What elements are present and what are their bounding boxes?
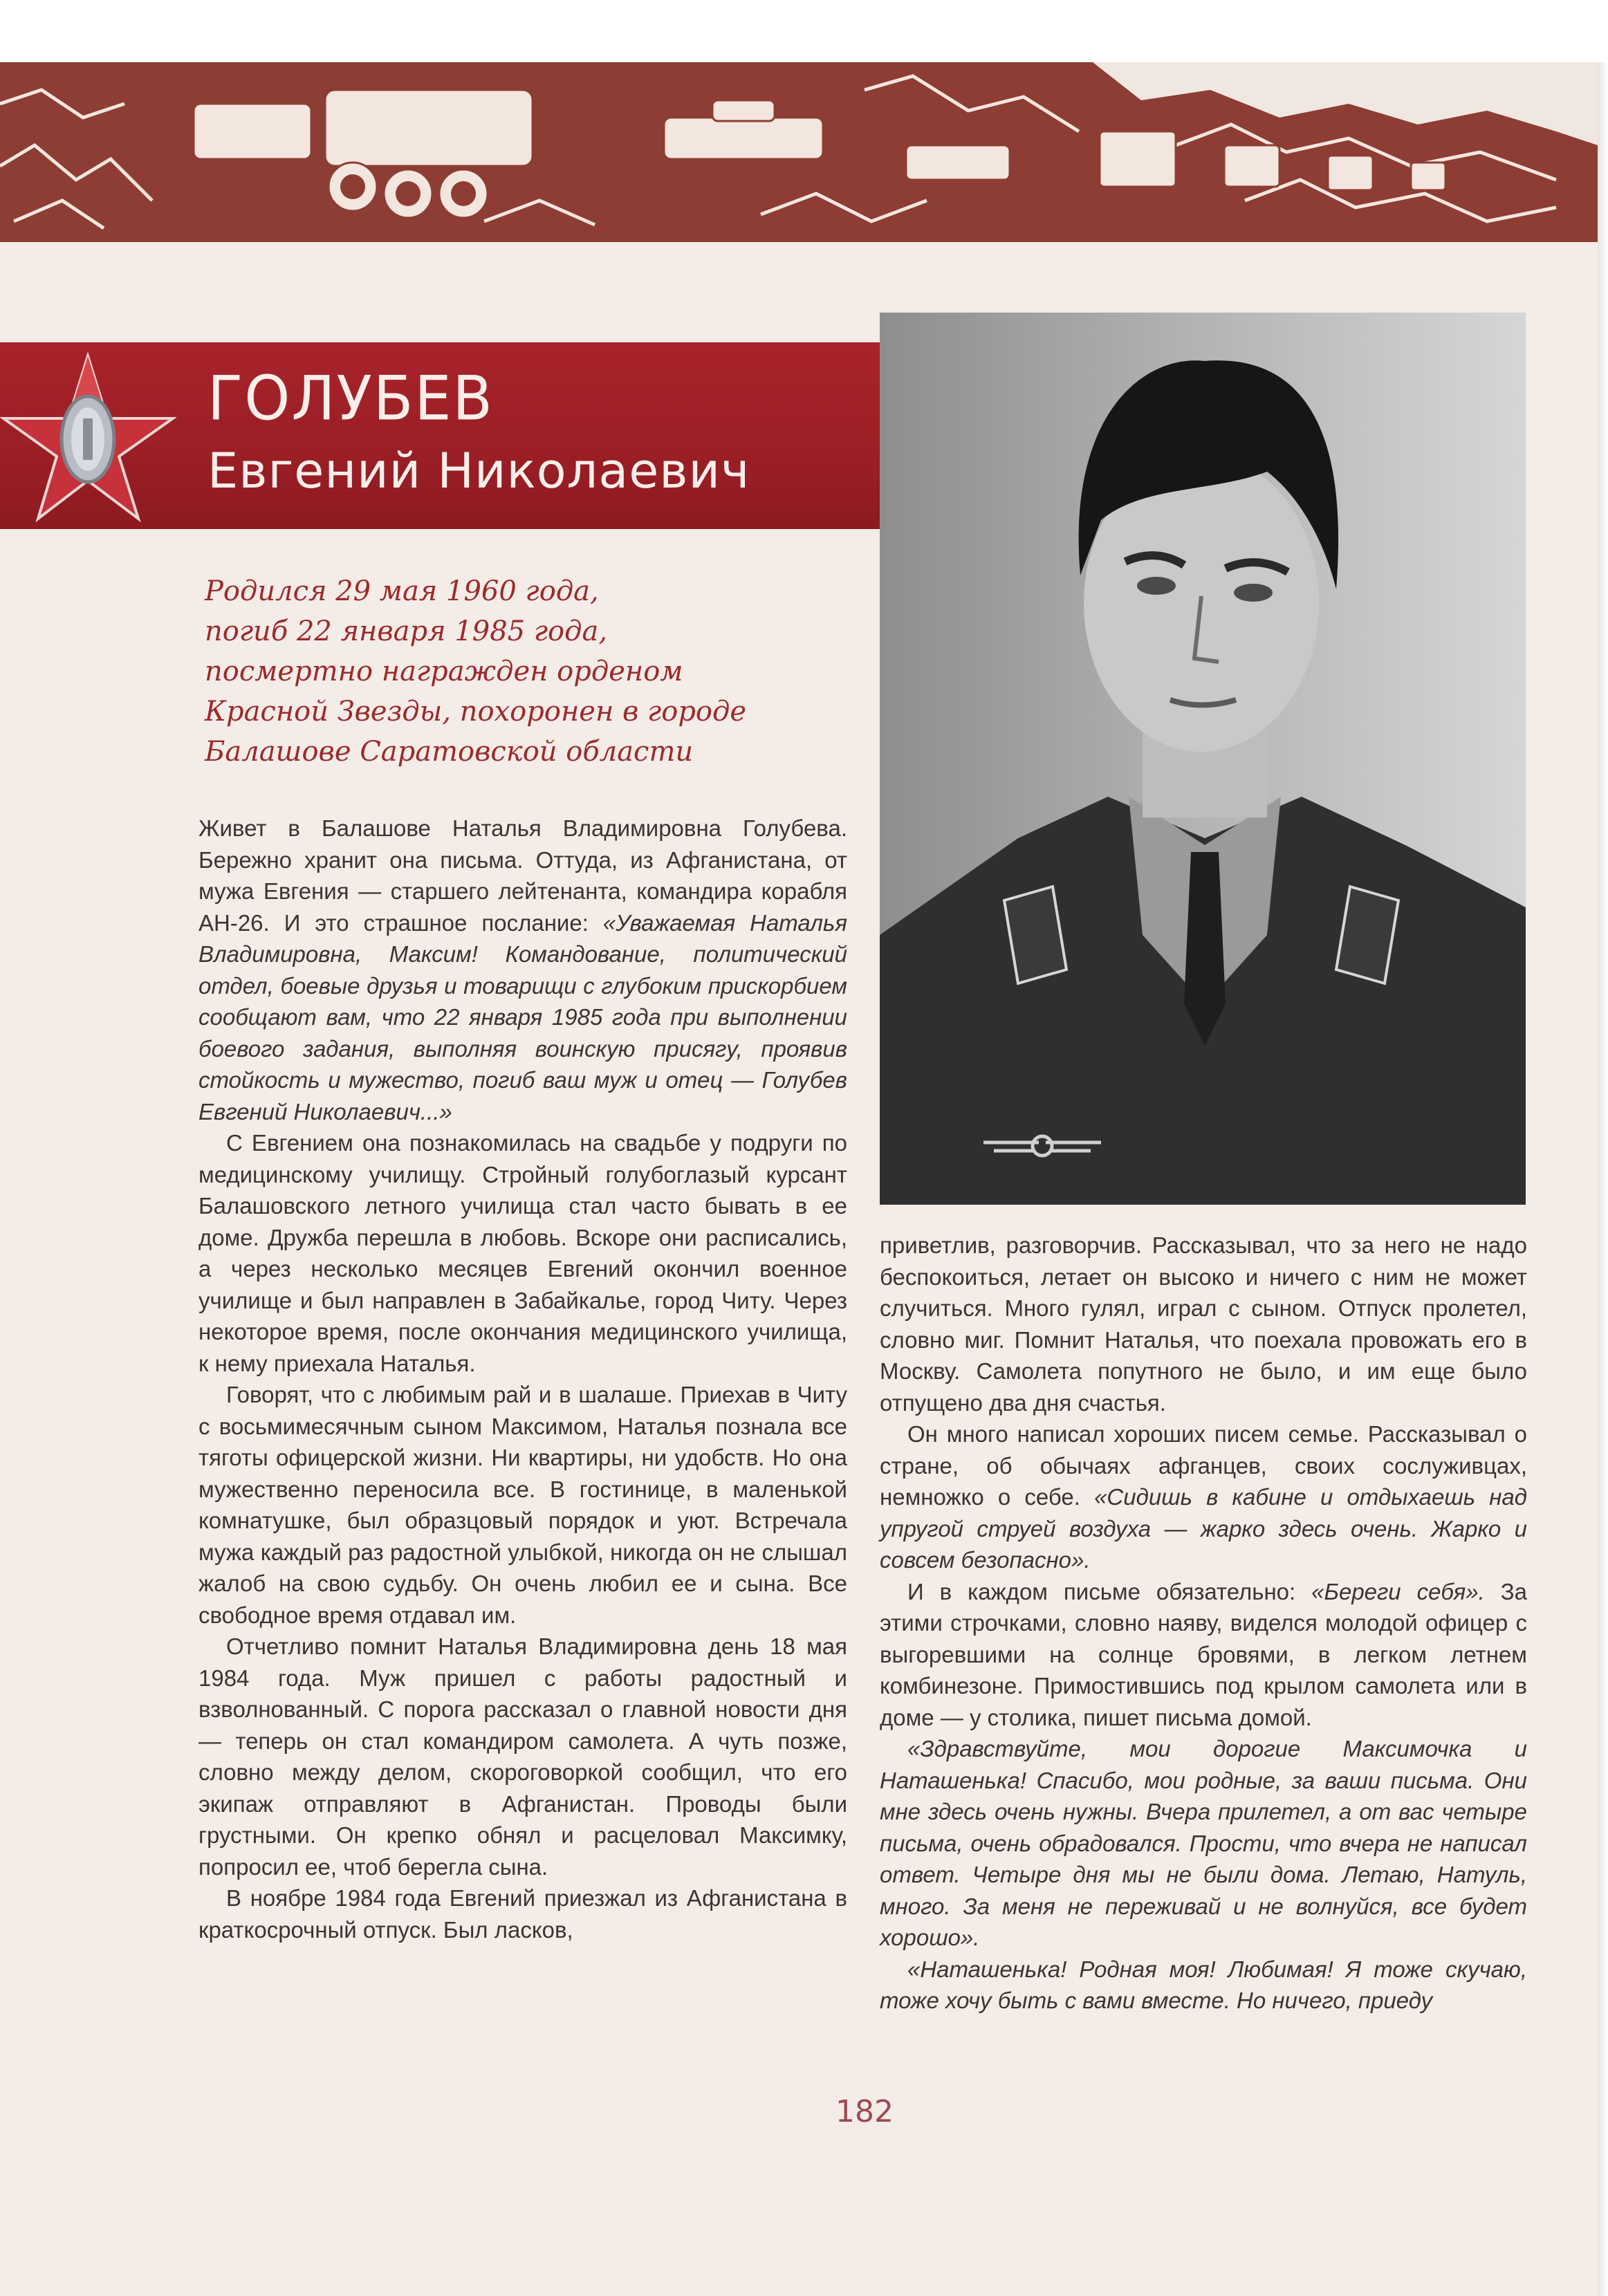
article-paragraph: Отчетливо помнит Наталья Владимировна день 18 мая 1984 года. Муж пришел с работы радостный и взволнованный. С порога рассказал о главной новости дня — теперь он стал командиром самолета. А чуть позже, словно между делом, скороговоркой сообщил, что его экипаж отправляют в Афганистан. Проводы были грустными. Он крепко обнял и расцеловал Максимку, попросил ее, чтоб берегла сына.: [198, 1633, 847, 1880]
biography-summary: [205, 571, 827, 772]
article-paragraph: В ноябре 1984 года Евгений приезжал из Афганистана в краткосрочный отпуск. Был ласков,: [198, 1885, 847, 1943]
summary-line: погиб 22 января 1985 года,: [205, 615, 608, 647]
article-paragraph: приветлив, разговорчив. Рассказывал, что за него не надо беспокоиться, летает он высоко и ничего с ним не может случиться. Много гулял, играл с сыном. Отпуск пролетел, словно миг. Помнит Наталья, что поехала провожать его в Москву. Самолета попутного не было, и им еще было отпущено два дня счастья.: [880, 1232, 1527, 1416]
paragraph-text: И в каждом письме обязательно:: [907, 1578, 1312, 1604]
condolence-quote: «Уважаемая Наталья Владимировна, Максим! Командование, политический отдел, боевые друзья и товарищи с глубоким прискорбием сообщают вам, что 22 января 1985 года при выполнении боевого задания, выполняя воинскую присягу, проявив стойкость и мужество, погиб ваш муж и отец — Голубев Евгений Николаевич...»: [198, 909, 848, 1124]
summary-line: Родился 29 мая 1960 года,: [205, 575, 599, 607]
article-paragraph: [198, 813, 847, 1127]
summary-line: Балашове Саратовской области: [205, 736, 694, 768]
page-edge: [1598, 62, 1608, 2296]
given-name-heading: Евгений Николаевич: [207, 443, 750, 499]
article-right-column: [880, 1230, 1527, 2017]
portrait-photo: [880, 313, 1526, 1205]
article-left-column: [198, 813, 847, 1945]
order-of-red-star-icon: [0, 349, 176, 526]
page-number: 182: [835, 2094, 894, 2129]
letter-quote: «Береги себя».: [1311, 1578, 1485, 1604]
paragraph-text: Он много написал хороших писем семье. Рассказывал о стране, об обычаях афганцев, своих сослуживцах, немножко о себе.: [880, 1421, 1527, 1510]
paragraph-text: За этими строчками, словно наяву, виделся молодой офицер с выгоревшими на солнце бровями, в легком летнем комбинезоне. Примостившись под крылом самолета или в доме — у столика, пишет письма домой.: [880, 1578, 1527, 1730]
convoy-banner-illustration: [0, 62, 1598, 242]
letter-quote-paragraph: «Наташенька! Родная моя! Любимая! Я тоже скучаю, тоже хочу быть с вами вместе. Но ничего, приеду: [880, 1956, 1527, 2013]
summary-line: Красной Звезды, похоронен в городе: [205, 696, 747, 728]
convoy-illustration-icon: [0, 62, 1598, 242]
paragraph-text: Живет в Балашове Наталья Владимировна Голубева. Бережно хранит она письма. Оттуда, из Афганистана, от мужа Евгения — старшего лейтенанта, командира корабля АН-26. И это страшное послание:: [198, 815, 847, 936]
article-paragraph: С Евгением она познакомилась на свадьбе у подруги по медицинскому училищу. Стройный голубоглазый курсант Балашовского летного училища стал часто бывать в ее доме. Дружба перешла в любовь. Вскоре они расписались, а через несколько месяцев Евгений окончил военное училище и был направлен в Забайкалье, город Читу. Через некоторое время, после окончания медицинского училища, к нему приехала Наталья.: [198, 1130, 847, 1376]
letter-quote: «Сидишь в кабине и отдыхаешь над упругой струей воздуха — жарко здесь очень. Жарко и совсем безопасно».: [880, 1484, 1527, 1573]
letter-quote-paragraph: «Здравствуйте, мои дорогие Максимочка и Наташенька! Спасибо, мои родные, за ваши письма. Они мне здесь очень нужны. Вчера прилетел, а от вас четыре письма, очень обрадовался. Прости, что вчера не написал ответ. Четыре дня мы не были дома. Летаю, Натуль, много. За меня не переживай и не волнуйся, все будет хорошо».: [880, 1736, 1527, 1950]
surname-heading: ГОЛУБЕВ: [207, 362, 495, 434]
summary-line: посмертно награжден орденом: [205, 656, 683, 687]
article-paragraph: Говорят, что с любимым рай и в шалаше. Приехав в Читу с восьмимесячным сыном Максимом, Наталья познала все тяготы офицерской жизни. Ни квартиры, ни удобств. Но она мужественно переносила все. В гостинице, в маленькой комнатушке, был образцовый порядок и уют. Встречала мужа каждый раз радостной улыбкой, никогда он не слышал жалоб на свою судьбу. Он очень любил ее и сына. Все свободное время отдавал им.: [198, 1382, 847, 1628]
article-paragraph: [880, 1576, 1527, 1734]
article-paragraph: [880, 1418, 1527, 1576]
